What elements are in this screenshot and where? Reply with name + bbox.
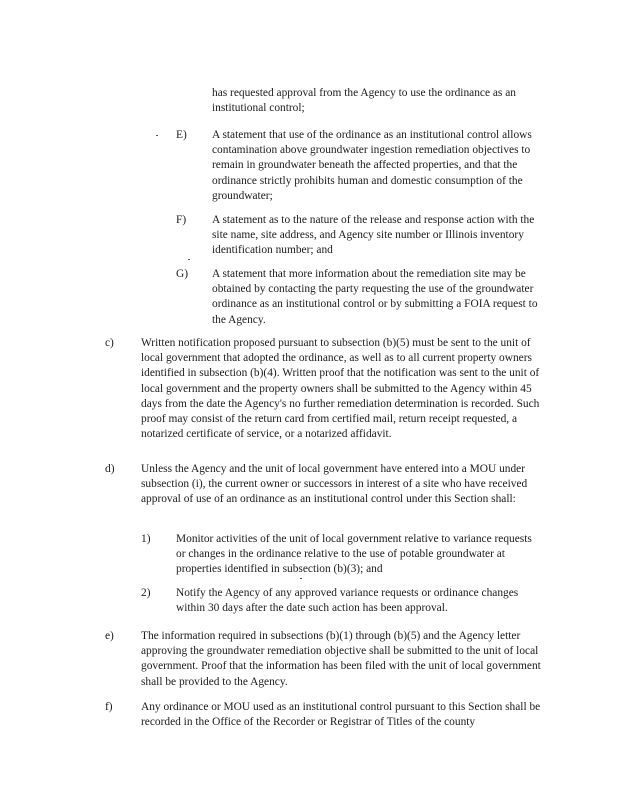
section-f-text: Any ordinance or MOU used as an institutional control pursuant to this Section shall be recorded in the Office of the Recorder or Registrar of Titles of the county xyxy=(141,701,541,729)
section-d-text: Unless the Agency and the unit of local government have entered into a MOU under subsection (i), the current owner or successors in interest of a site who have received approval of use of an ordinance as an institutional control under this Section shall: xyxy=(141,463,528,506)
item-g-text: A statement that more information about the remediation site may be obtained by contacting the party requesting the use of the groundwater ordinance as an institutional control or by submitting a FOIA request to the Agency. xyxy=(212,268,538,326)
section-e-marker: e) xyxy=(105,630,114,642)
item-g-marker: G) xyxy=(176,268,189,280)
scan-speck xyxy=(188,259,190,260)
section-d-item-1-marker: 1) xyxy=(141,533,151,545)
section-d-item-2-marker: 2) xyxy=(141,587,151,599)
item-e-text: A statement that use of the ordinance as an institutional control allows contamination above groundwater ingestion remediation objectives to remain in groundwater beneath the affected properties, and that the ordinance strictly prohibits human and domestic consumption of the groundwater; xyxy=(212,129,532,202)
scan-speck xyxy=(300,578,302,579)
section-c-marker: c) xyxy=(105,337,114,349)
item-e-marker: E) xyxy=(176,129,187,141)
section-c-text: Written notification proposed pursuant to subsection (b)(5) must be sent to the unit of local government that adopted the ordinance, as well as to all current property owners identified in subsection (b)(4). Written proof that the notification was sent to the unit of local government and the property owners shall be submitted to the Agency within 45 days from the date the Agency's no further remediation determination is recorded. Such proof may consist of the return card from certified mail, return receipt requested, a notarized certificate of service, or a notarized affidavit. xyxy=(141,337,540,441)
continuation-paragraph: has requested approval from the Agency to use the ordinance as an institutional control; xyxy=(212,87,516,115)
item-f-marker: F) xyxy=(176,214,187,226)
section-f-marker: f) xyxy=(105,701,113,713)
section-d-item-2-text: Notify the Agency of any approved variance requests or ordinance changes within 30 days after the date such action has been approval. xyxy=(176,587,519,615)
scan-speck xyxy=(156,135,158,136)
section-d-marker: d) xyxy=(105,463,115,475)
item-f-text: A statement as to the nature of the release and response action with the site name, site address, and Agency site number or Illinois inventory identification number; and xyxy=(212,214,535,257)
section-e-text: The information required in subsections (b)(1) through (b)(5) and the Agency letter approving the groundwater remediation objective shall be submitted to the unit of local government. Proof that the information has been filed with the unit of local government shall be provided to the Agency. xyxy=(141,630,541,688)
section-d-item-1-text: Monitor activities of the unit of local government relative to variance requests or changes in the ordinance relative to the use of potable groundwater at properties identified in subsection (b)(3); and xyxy=(176,533,532,576)
